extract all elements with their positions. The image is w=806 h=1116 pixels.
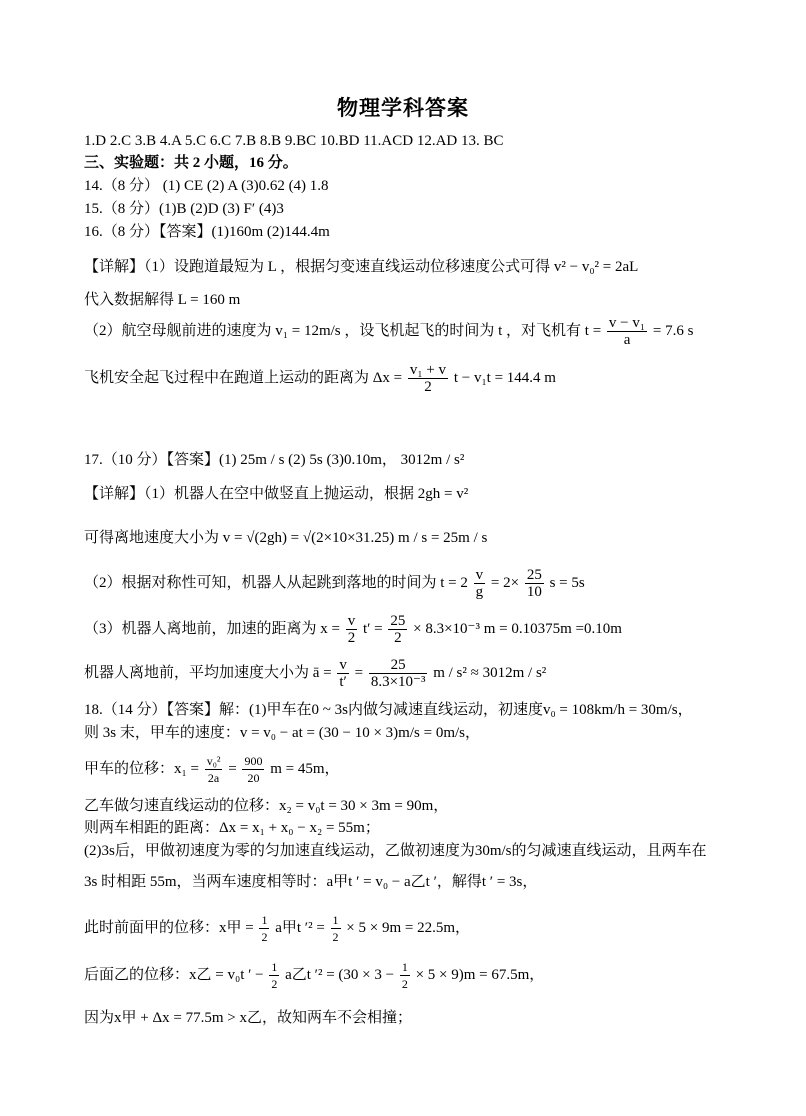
fraction [525,567,544,600]
numerator: v [347,613,356,630]
q16-detail-4 [84,361,556,395]
denominator: g [475,584,484,601]
denominator: 2 [347,630,356,647]
q18-line-3-result: m = 45m， [270,761,340,777]
q17-detail-4-mid: t′ = [362,621,383,637]
q16-answer: 16.（8 分）【答案】(1)160m (2)144.4m [84,224,330,240]
numerator: v − v₁ [608,315,646,332]
choice-answers: 1.D 2.C 3.B 4.A 5.C 6.C 7.B 8.B 9.BC 10.BD 11.ACD 12.AD 13. BC [84,133,504,149]
q14-answer: 14.（8 分） (1) CE (2) A (3)0.62 (4) 1.8 [84,178,329,194]
q17-detail-3-mid: = 2× [490,575,520,591]
fraction [607,315,647,348]
q18-line-7: 3s 时相距 55m，当两车速度相等时：a甲t ′ = v₀ − a乙t ′，解得t ′ = 3s， [84,874,538,890]
denominator: 2 [394,630,402,647]
q18-line-9-mid: a乙t ′² = (30 × 3 − [285,967,395,983]
q16-detail-3-text: （2）航空母舰前进的速度为 v₁ = 12m/s ，设飞机起飞的时间为 t ，对飞机有 t = [84,323,602,339]
fraction [269,959,279,992]
denominator: 2a [207,771,220,786]
q16-detail-4-text: 飞机安全起飞过程中在跑道上运动的距离为 Δx = [84,370,403,386]
denominator: 2 [332,930,339,945]
denominator: 20 [247,771,260,786]
numerator: v₀² [206,754,221,769]
denominator: 8.3×10⁻³ [370,674,426,691]
q18-line-10: 因为x甲 + Δx = 77.5m > x乙，故知两车不会相撞； [84,1010,412,1026]
fraction [474,567,486,600]
fraction [400,959,410,992]
q16-detail-3-result: = 7.6 s [652,323,694,339]
q17-detail-3 [84,566,585,600]
q18-line-3 [84,752,340,786]
fraction [337,657,349,690]
numerator: 25 [369,657,428,674]
q18-line-8-text: 此时前面甲的位移：x甲 = [84,920,254,936]
q17-detail-3-text: （2）根据对称性可知，机器人从起跳到落地的时间为 t = 2 [84,575,468,591]
q17-detail-5-result: m / s² ≈ 3012m / s² [433,665,547,681]
q17-answer: 17.（10 分）【答案】(1) 25m / s (2) 5s (3)0.10m， 3012m / s² [84,452,465,468]
q18-line-5: 则两车相距的距离：Δx = x₁ + x₀ − x₂ = 55m； [84,820,380,836]
numerator: 1 [271,960,278,975]
q17-detail-1: 【详解】（1）机器人在空中做竖直上抛运动，根据 2gh = v² [84,486,469,502]
q18-line-8-mid: a甲t ′² = [275,920,325,936]
numerator: 25 [390,613,406,630]
q17-detail-4-text: （3）机器人离地前，加速的距离为 x = [84,621,340,637]
q18-line-2: 则 3s 末，甲车的速度：v = v₀ − at = (30 − 10 × 3)m/s = 0m/s， [84,725,480,741]
numerator: v [475,567,484,584]
numerator: 900 [244,754,263,769]
denominator: t′ [339,674,347,691]
q18-line-9 [84,958,544,992]
q17-detail-4-result: × 8.3×10⁻³ m = 0.10375m =0.10m [413,621,622,637]
numerator: v₁ + v [409,362,447,379]
denominator: 2 [424,379,432,396]
denominator: a [623,332,631,349]
denominator: 10 [526,584,542,601]
q16-detail-3 [84,314,693,348]
numerator: 1 [332,913,339,928]
q18-line-8-result: × 5 × 9m = 22.5m， [346,920,471,936]
numerator: 1 [261,913,268,928]
fraction [331,912,341,945]
q17-detail-5-text: 机器人离地前，平均加速度大小为 ā = [84,665,332,681]
q15-answer: 15.（8 分）(1)B (2)D (3) F′ (4)3 [84,201,284,217]
page-title: 物理学科答案 [337,96,469,120]
fraction [408,362,448,395]
numerator: v [339,657,347,674]
q17-detail-4 [84,612,622,646]
numerator: 25 [526,567,542,584]
q16-detail-2: 代入数据解得 L = 160 m [84,292,241,308]
q16-detail-1: 【详解】（1）设跑道最短为 L ，根据匀变速直线运动位移速度公式可得 v² − v₀² = 2aL [84,259,639,275]
numerator: 1 [401,960,408,975]
fraction [388,613,407,646]
q18-line-1: 18.（14 分）【答案】解：(1)甲车在0 ~ 3s内做匀减速直线运动，初速度v₀ = 108km/h = 30m/s， [84,702,693,718]
fraction [242,753,264,786]
fraction [205,753,223,786]
fraction [259,912,269,945]
q16-detail-4-result: t − v₁t = 144.4 m [453,370,556,386]
fraction [369,657,428,690]
q17-detail-5-mid: = [354,665,364,681]
q17-detail-3-result: s = 5s [549,575,585,591]
q18-line-9-result: × 5 × 9)m = 67.5m， [415,967,545,983]
denominator: 2 [261,930,268,945]
fraction [346,613,358,646]
denominator: 2 [401,977,408,992]
section-heading: 三、实验题：共 2 小题，16 分。 [84,155,298,171]
q18-line-4: 乙车做匀速直线运动的位移：x₂ = v₀t = 30 × 3m = 90m， [84,798,449,814]
q18-line-8 [84,911,470,945]
q18-line-6: (2)3s后，甲做初速度为零的匀加速直线运动，乙做初速度为30m/s的匀减速直线运动，且两车在 [84,843,707,859]
q18-line-3-mid: = [228,761,237,777]
q18-line-3-text: 甲车的位移：x₁ = [84,761,199,777]
q17-detail-2: 可得离地速度大小为 v = √(2gh) = √(2×10×31.25) m / s = 25m / s [84,530,488,546]
denominator: 2 [271,977,278,992]
q17-detail-5 [84,656,546,690]
q18-line-9-text: 后面乙的位移：x乙 = v₀t ′ − [84,967,264,983]
